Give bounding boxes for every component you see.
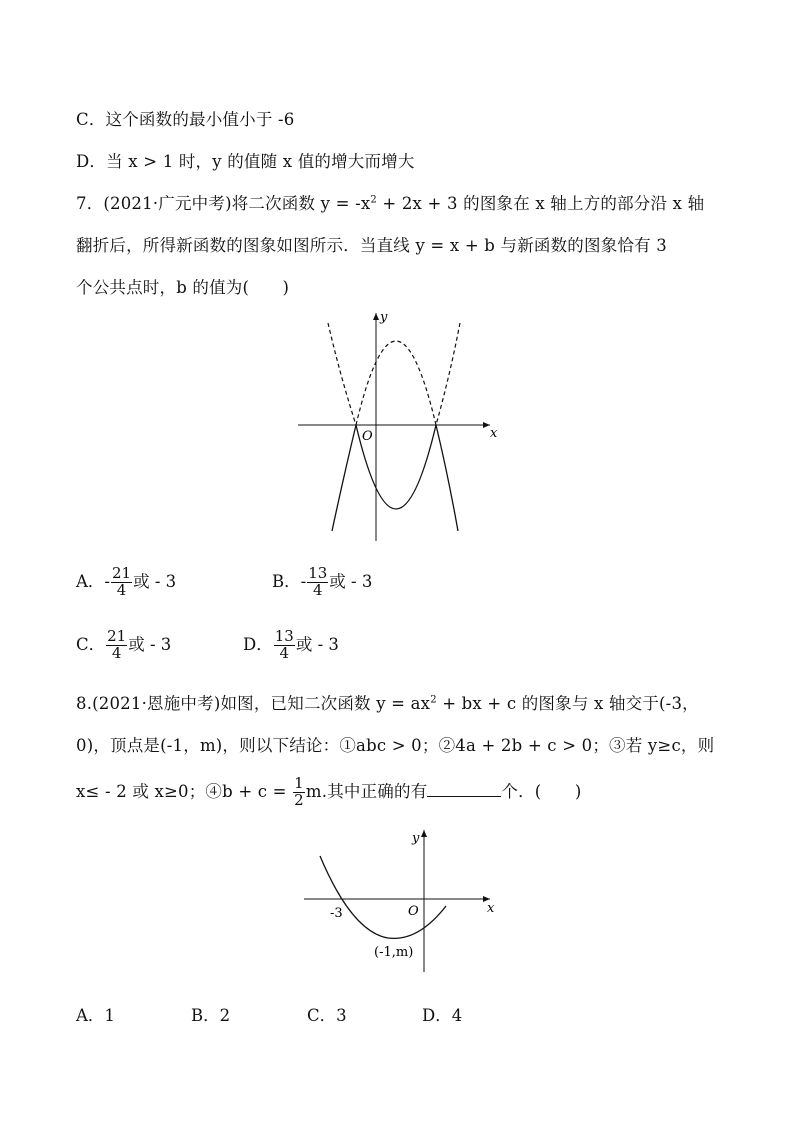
q7-stem-line3: 个公共点时，b 的值为( ) [76, 278, 290, 297]
q8-stem-line3 [76, 776, 581, 809]
q7-option-c-fraction [106, 629, 127, 662]
q7-option-a-fraction [111, 566, 132, 599]
q7-y-arrow [373, 313, 379, 320]
q7-stem-part2: + 2x + 3 的图象在 x 轴上方的部分沿 x 轴 [376, 194, 705, 213]
q7-option-b-fraction [307, 566, 328, 599]
q7-origin-label: O [362, 429, 373, 444]
q7-solid-right-branch [436, 425, 458, 531]
q8-exponent: 2 [430, 694, 437, 706]
q7-option-a-prefix: A．- [76, 571, 110, 591]
q7-option-d [243, 629, 339, 662]
q7-x-label: x [490, 426, 498, 441]
q8-y-label: y [412, 831, 420, 846]
q8-answer-blank[interactable] [427, 782, 501, 797]
q7-option-c-denominator: 4 [111, 643, 122, 662]
q8-parabola [320, 856, 446, 938]
q7-option-d-fraction [274, 629, 295, 662]
q8-origin-label: O [408, 904, 419, 919]
q6-option-c: C．这个函数的最小值小于 -6 [76, 110, 295, 129]
q8-stem-line2: 0)，顶点是(-1，m)，则以下结论：①abc > 0；②4a + 2b + c > 0；③若 y≥c，则 [76, 736, 715, 755]
q8-stem-part3: x≤ - 2 或 x≥0；④b + c = [76, 781, 293, 801]
q7-solid-left-branch [332, 425, 356, 531]
q7-option-b-denominator: 4 [312, 580, 323, 599]
q7-stem-line2: 翻折后，所得新函数的图象如图所示．当直线 y = x + b 与新函数的图象恰有 3 [76, 236, 667, 255]
q7-option-d-suffix: 或 - 3 [295, 634, 339, 654]
q7-option-c-numerator: 21 [107, 627, 127, 645]
q8-option-c: C．3 [307, 1006, 347, 1025]
q8-half-fraction [293, 776, 305, 809]
q8-intercept-label: -3 [330, 906, 343, 921]
q7-option-b-numerator: 13 [308, 564, 328, 582]
q8-y-arrow [421, 830, 427, 837]
q8-stem-line1 [76, 690, 699, 714]
q7-option-d-denominator: 4 [279, 643, 290, 662]
q7-option-b-prefix: B．- [272, 571, 307, 591]
q7-figure [290, 305, 510, 545]
q7-option-a-denominator: 4 [116, 580, 127, 599]
q7-x-arrow [483, 422, 490, 428]
q8-half-numerator: 1 [294, 774, 304, 792]
q6-option-d: D．当 x > 1 时，y 的值随 x 值的增大而增大 [76, 152, 415, 171]
q8-option-a: A．1 [76, 1006, 115, 1025]
q7-option-a-suffix: 或 - 3 [133, 571, 177, 591]
q7-stem-line1 [76, 190, 704, 214]
q7-dashed-left-branch [328, 323, 356, 425]
q7-option-b [272, 566, 372, 599]
q7-option-a [76, 566, 176, 599]
q8-stem-part1: 8.(2021·恩施中考)如图，已知二次函数 y = ax [76, 694, 431, 713]
q8-x-label: x [487, 901, 495, 916]
q7-dashed-upper-arc [356, 341, 436, 425]
q7-option-d-prefix: D． [243, 634, 273, 654]
q7-exponent: 2 [370, 194, 377, 206]
q8-figure [298, 826, 508, 976]
q7-option-b-suffix: 或 - 3 [329, 571, 373, 591]
q8-option-b: B．2 [191, 1006, 231, 1025]
q8-stem-part2: + bx + c 的图象与 x 轴交于(-3， [436, 694, 699, 713]
q8-option-d: D．4 [422, 1006, 463, 1025]
q7-stem-part1: 7．(2021·广元中考)将二次函数 y = -x [76, 194, 371, 213]
q8-vertex-label: (-1,m) [374, 945, 414, 960]
q7-option-a-numerator: 21 [112, 564, 132, 582]
q7-option-c [76, 629, 171, 662]
q8-stem-part5: 个．( ) [501, 781, 582, 801]
q7-option-d-numerator: 13 [274, 627, 294, 645]
q7-option-c-prefix: C． [76, 634, 106, 654]
q8-half-denominator: 2 [294, 790, 304, 809]
q7-dashed-right-branch [436, 323, 460, 425]
q8-stem-part4: m.其中正确的有 [305, 781, 428, 801]
q7-option-c-suffix: 或 - 3 [128, 634, 172, 654]
q7-y-label: y [380, 310, 388, 325]
